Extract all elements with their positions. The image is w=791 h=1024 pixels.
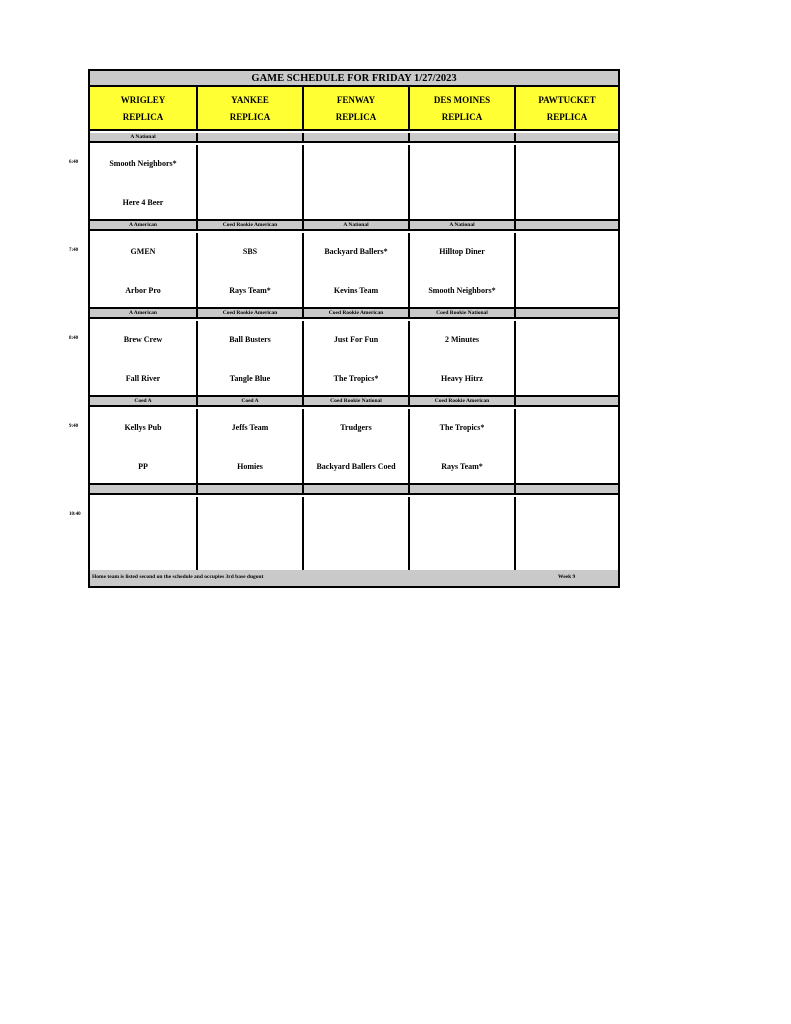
division-label	[516, 397, 618, 405]
division-label: Coed Rookie National	[410, 309, 516, 317]
time-label-slot-1: 6:40	[69, 160, 79, 165]
field-header-des-moines	[410, 87, 516, 129]
division-label	[304, 485, 410, 493]
division-label	[516, 221, 618, 229]
game-row-slot-5	[90, 497, 618, 573]
game-cell	[90, 145, 198, 219]
home-team: PP	[138, 462, 148, 471]
game-row-slot-2	[90, 233, 618, 309]
away-team: Ball Busters	[229, 335, 271, 344]
away-team: Jeffs Team	[231, 423, 269, 432]
home-team: The Tropics*	[333, 374, 379, 383]
game-cell	[410, 145, 516, 219]
home-team: Kevins Team	[333, 286, 379, 295]
away-team: GMEN	[130, 247, 156, 256]
time-label-slot-2: 7:40	[69, 248, 79, 253]
division-row-slot-4	[90, 397, 618, 407]
time-label-slot-4: 9:40	[69, 424, 79, 429]
field-name: WRIGLEY	[120, 94, 166, 105]
field-type: REPLICA	[122, 111, 164, 122]
field-name: FENWAY	[336, 94, 376, 105]
home-team: Backyard Ballers Coed	[316, 462, 396, 471]
division-row-slot-3	[90, 309, 618, 319]
away-team: Just For Fun	[333, 335, 379, 344]
division-label: Coed Rookie American	[198, 221, 304, 229]
division-row-slot-2	[90, 221, 618, 231]
game-cell	[304, 145, 410, 219]
away-team: The Tropics*	[439, 423, 485, 432]
division-label: A National	[410, 221, 516, 229]
game-cell	[410, 233, 516, 307]
division-label: Coed Rookie American	[410, 397, 516, 405]
away-team: Hilltop Diner	[439, 247, 485, 256]
game-cell	[198, 497, 304, 571]
field-type: REPLICA	[441, 111, 483, 122]
division-row-slot-1	[90, 133, 618, 143]
schedule-footer	[90, 570, 618, 586]
game-row-slot-3	[90, 321, 618, 397]
away-team: Smooth Neighbors*	[109, 159, 177, 168]
division-label	[516, 133, 618, 141]
game-cell	[410, 409, 516, 483]
division-label	[304, 133, 410, 141]
game-cell	[516, 409, 618, 483]
field-name: PAWTUCKET	[538, 94, 596, 105]
division-label	[198, 133, 304, 141]
division-label	[516, 485, 618, 493]
division-row-slot-5	[90, 485, 618, 495]
schedule-title: GAME SCHEDULE FOR FRIDAY 1/27/2023	[90, 71, 618, 87]
home-team: Smooth Neighbors*	[428, 286, 496, 295]
game-cell	[304, 321, 410, 395]
away-team: 2 Minutes	[445, 335, 479, 344]
away-team: Backyard Ballers*	[324, 247, 388, 256]
game-cell	[198, 409, 304, 483]
time-label-slot-3: 8:40	[69, 336, 79, 341]
game-row-slot-4	[90, 409, 618, 485]
division-label	[516, 309, 618, 317]
field-header-row	[90, 87, 618, 131]
game-cell	[304, 233, 410, 307]
game-cell	[198, 321, 304, 395]
game-cell	[516, 233, 618, 307]
game-cell	[90, 497, 198, 571]
time-label-slot-5: 10:40	[69, 512, 81, 517]
game-cell	[410, 321, 516, 395]
division-label: Coed Rookie American	[198, 309, 304, 317]
division-label: Coed A	[90, 397, 198, 405]
home-team: Rays Team*	[441, 462, 483, 471]
field-header-yankee	[198, 87, 304, 129]
game-row-slot-1	[90, 145, 618, 221]
field-header-wrigley	[90, 87, 198, 129]
division-label	[410, 133, 516, 141]
week-label: Week 9	[558, 574, 576, 580]
away-team: SBS	[242, 247, 258, 256]
game-cell	[90, 409, 198, 483]
division-label	[90, 485, 198, 493]
division-label: A National	[90, 133, 198, 141]
game-cell	[90, 321, 198, 395]
game-cell	[198, 145, 304, 219]
field-type: REPLICA	[546, 111, 588, 122]
home-team: Arbor Pro	[125, 286, 161, 295]
division-label: A American	[90, 221, 198, 229]
away-team: Kellys Pub	[124, 423, 162, 432]
division-label: Coed Rookie National	[304, 397, 410, 405]
field-type: REPLICA	[335, 111, 377, 122]
home-team: Homies	[237, 462, 263, 471]
game-cell	[516, 321, 618, 395]
home-team: Tangle Blue	[229, 374, 271, 383]
schedule-table	[88, 69, 620, 588]
home-team-note: Home team is listed second on the schedule and occupies 3rd base dugout	[92, 574, 264, 580]
division-label: Coed Rookie American	[304, 309, 410, 317]
field-name: YANKEE	[231, 94, 269, 105]
away-team: Brew Crew	[123, 335, 163, 344]
game-cell	[516, 145, 618, 219]
game-cell	[410, 497, 516, 571]
home-team: Heavy Hitrz	[441, 374, 483, 383]
division-label: A American	[90, 309, 198, 317]
home-team: Here 4 Beer	[122, 198, 164, 207]
division-label: A National	[304, 221, 410, 229]
home-team: Fall River	[125, 374, 161, 383]
field-header-pawtucket	[516, 87, 618, 129]
home-team: Rays Team*	[229, 286, 271, 295]
division-label	[410, 485, 516, 493]
field-name: DES MOINES	[433, 94, 491, 105]
game-cell	[198, 233, 304, 307]
field-header-fenway	[304, 87, 410, 129]
division-label	[198, 485, 304, 493]
division-label: Coed A	[198, 397, 304, 405]
game-cell	[516, 497, 618, 571]
away-team: Trudgers	[340, 423, 372, 432]
game-cell	[304, 497, 410, 571]
game-cell	[304, 409, 410, 483]
field-type: REPLICA	[229, 111, 271, 122]
game-cell	[90, 233, 198, 307]
